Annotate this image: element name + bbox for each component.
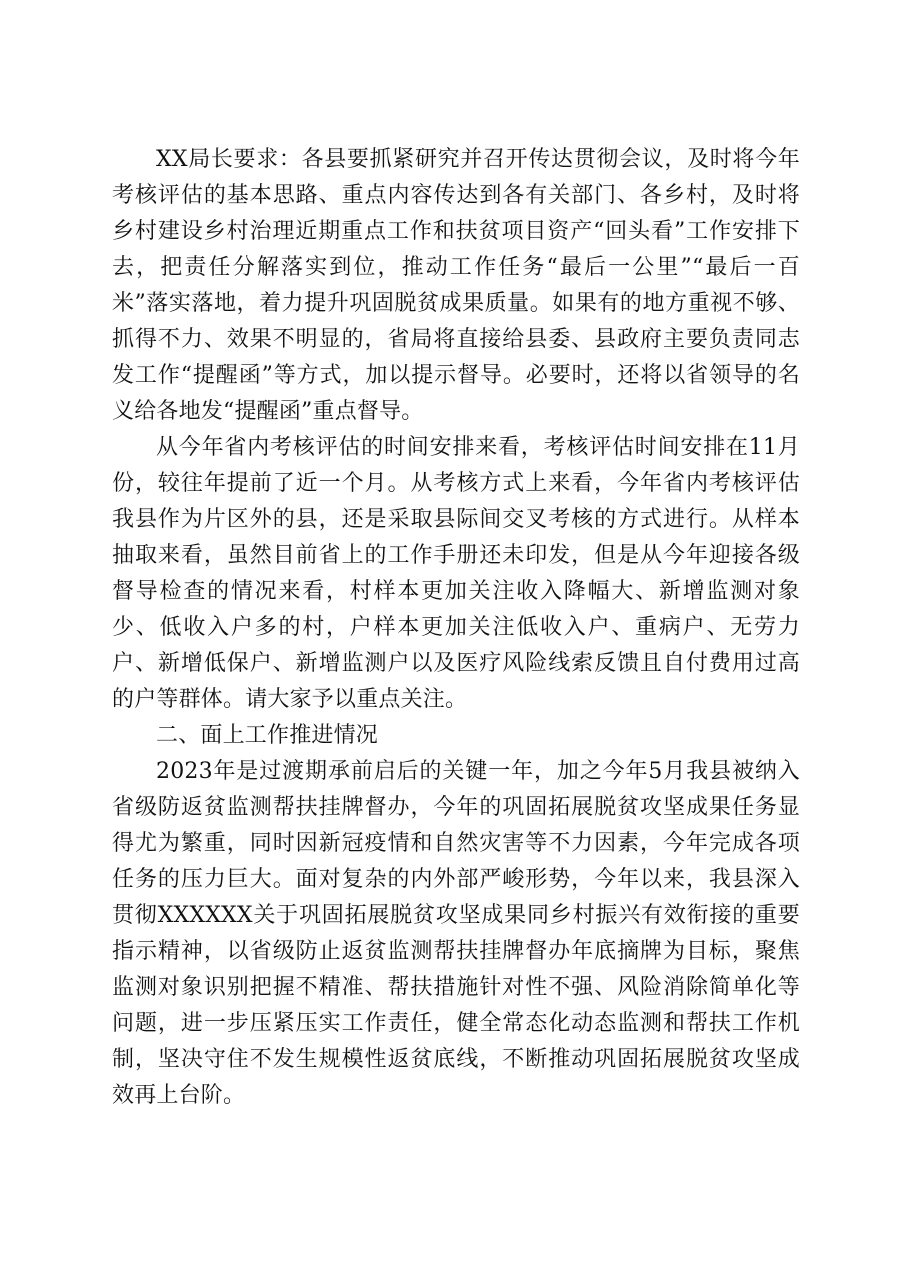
document-body xyxy=(112,142,800,1114)
paragraph-assessment-schedule: 从今年省内考核评估的时间安排来看，考核评估时间安排在11月份，较往年提前了近一个月。从考核方式上来看，今年省内考核评估我县作为片区外的县，还是采取县际间交叉考核的方式进行。从样本抽取来看，虽然目前省上的工作手册还未印发，但是从今年迎接各级督导检查的情况来看，村样本更加关注收入降幅大、新增监测对象少、低收入户多的村，户样本更加关注低收入户、重病户、无劳力户、新增低保户、新增监测户以及医疗风险线索反馈且自付费用过高的户等群体。请大家予以重点关注。 xyxy=(112,435,800,712)
section-heading: 二、面上工作推进情况 xyxy=(156,723,379,748)
paragraph-director-requirements: XX局长要求：各县要抓紧研究并召开传达贯彻会议，及时将今年考核评估的基本思路、重点内容传达到各有关部门、各乡村，及时将乡村建设乡村治理近期重点工作和扶贫项目资产“回头看”工作安排下去，把责任分解落实到位，推动工作任务“最后一公里”“最后一百米”落实落地，着力提升巩固脱贫成果质量。如果有的地方重视不够、抓得不力、效果不明显的，省局将直接给县委、县政府主要负责同志发工作“提醒函”等方式，加以提示督导。必要时，还将以省领导的名义给各地发“提醒函”重点督导。 xyxy=(112,147,800,424)
paragraph-work-progress: 2023年是过渡期承前启后的关键一年，加之今年5月我县被纳入省级防返贫监测帮扶挂牌督办，今年的巩固拓展脱贫攻坚成果任务显得尤为繁重，同时因新冠疫情和自然灾害等不力因素，今年完成各项任务的压力巨大。面对复杂的内外部严峻形势，今年以来，我县深入贯彻XXXXXX关于巩固拓展脱贫攻坚成果同乡村振兴有效衔接的重要指示精神，以省级防止返贫监测帮扶挂牌督办年底摘牌为目标，聚焦监测对象识别把握不精准、帮扶措施针对性不强、风险消除简单化等问题，进一步压紧压实工作责任，健全常态化动态监测和帮扶工作机制，坚决守住不发生规模性返贫底线，不断推动巩固拓展脱贫攻坚成效再上台阶。 xyxy=(112,759,800,1108)
